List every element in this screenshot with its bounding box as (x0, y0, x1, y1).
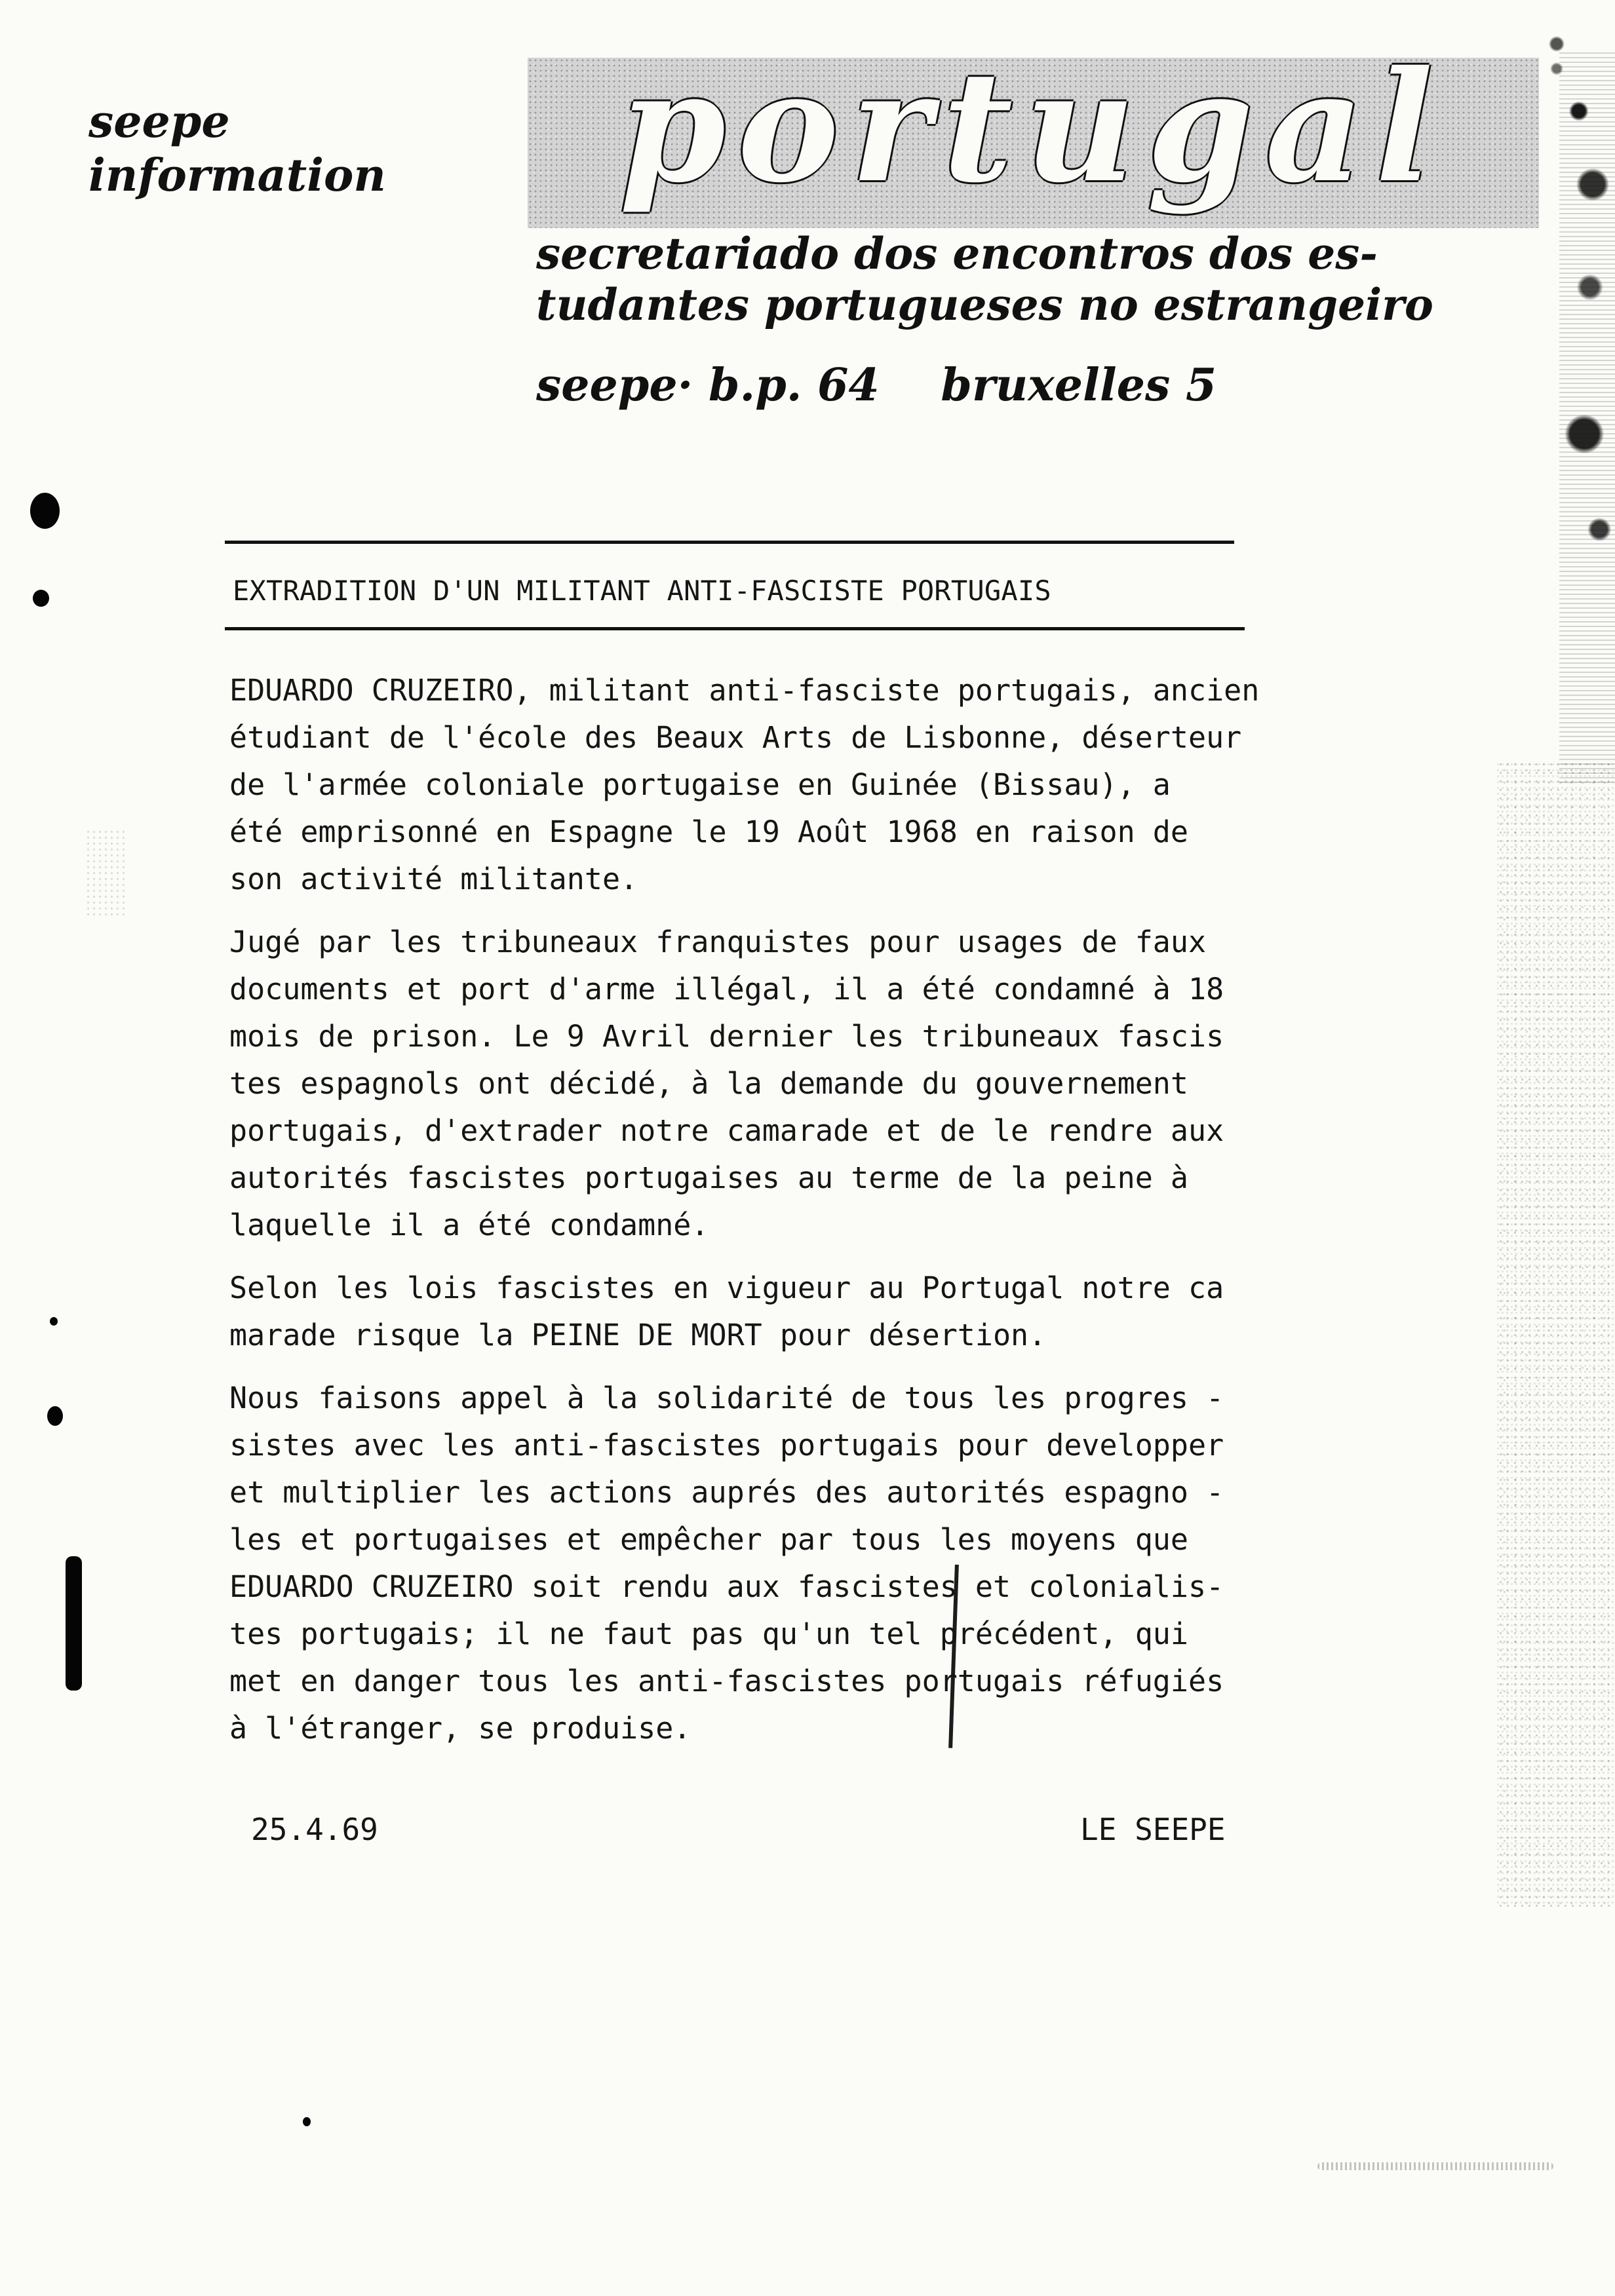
paragraph-line: autorités fascistes portugaises au terme de la peine à (229, 1160, 1188, 1195)
bottom-scan-line (1317, 2162, 1553, 2170)
document-signature: LE SEEPE (1080, 1812, 1226, 1847)
left-margin-bar-mark (66, 1556, 82, 1691)
document-date: 25.4.69 (251, 1812, 378, 1847)
small-ink-dot (50, 1317, 58, 1326)
paragraph-line: portugais, d'extrader notre camarade et de le rendre aux (229, 1113, 1224, 1148)
paragraph-line: et multiplier les actions auprés des autorités espagno - (229, 1475, 1224, 1510)
paragraph-line: Nous faisons appel à la solidarité de tous les progres - (229, 1381, 1224, 1415)
paragraph-line: documents et port d'arme illégal, il a été condamné à 18 (229, 972, 1224, 1006)
left-scan-speckles (85, 829, 125, 917)
paragraph-line: de l'armée coloniale portugaise en Guinée (Bissau), a (229, 767, 1171, 802)
top-right-scan-mark (1547, 26, 1566, 85)
paragraph-line: tes portugais; il ne faut pas qu'un tel précédent, qui (229, 1617, 1188, 1651)
paragraph-line: sistes avec les anti-fascistes portugais pour developper (229, 1428, 1224, 1463)
right-edge-scan-noise (1559, 52, 1615, 786)
binder-dot (47, 1406, 63, 1426)
paragraph-line: été emprisonné en Espagne le 19 Août 1968 en raison de (229, 814, 1188, 849)
small-binder-mark (33, 590, 49, 607)
postal-box: seepe· b.p. 64 (536, 359, 880, 411)
article-title-block (225, 541, 1245, 632)
postal-address (536, 359, 1296, 411)
paragraph-line: tes espagnols ont décidé, à la demande du gouvernement (229, 1066, 1188, 1101)
paragraph-line: met en danger tous les anti-fascistes portugais réfugiés (229, 1664, 1224, 1698)
punch-hole-mark (30, 493, 60, 529)
paragraph-line: Jugé par les tribuneaux franquistes pour usages de faux (229, 925, 1207, 959)
right-edge-dot-noise (1497, 760, 1615, 1907)
paragraph-1 (229, 667, 1383, 903)
seepe-information-heading (88, 95, 456, 233)
paragraph-line: son activité militante. (229, 862, 638, 896)
postal-city: bruxelles 5 (941, 359, 1217, 411)
organization-name (536, 228, 1539, 330)
paragraph-3 (229, 1265, 1383, 1359)
portugal-banner-word: portugal (619, 58, 1445, 216)
seepe-heading-line: seepe (88, 96, 230, 148)
paragraph-4 (229, 1375, 1383, 1752)
paragraph-line: à l'étranger, se produise. (229, 1711, 691, 1746)
information-heading-line: information (88, 149, 386, 202)
paragraph-line: EDUARDO CRUZEIRO soit rendu aux fascistes et colonialis- (229, 1569, 1224, 1604)
organization-line-1: secretariado dos encontros dos es- (536, 228, 1378, 279)
paragraph-line: mois de prison. Le 9 Avril dernier les tribuneaux fascis (229, 1019, 1224, 1054)
paragraph-line: laquelle il a été condamné. (229, 1208, 709, 1242)
paragraph-2 (229, 919, 1383, 1249)
paragraph-line: EDUARDO CRUZEIRO, militant anti-fasciste portugais, ancien (229, 673, 1260, 708)
title-bottom-rule (225, 627, 1245, 630)
paragraph-line: Selon les lois fascistes en vigueur au Portugal notre ca (229, 1271, 1224, 1305)
paragraph-line: étudiant de l'école des Beaux Arts de Lisbonne, déserteur (229, 720, 1242, 755)
title-top-rule (225, 541, 1234, 544)
bottom-ink-dot (303, 2117, 311, 2126)
organization-line-2: tudantes portugueses no estrangeiro (536, 279, 1433, 330)
article-body (229, 667, 1383, 1768)
portugal-banner (528, 58, 1539, 228)
paragraph-line: les et portugaises et empêcher par tous les moyens que (229, 1522, 1188, 1557)
paragraph-line: marade risque la PEINE DE MORT pour désertion. (229, 1318, 1047, 1352)
article-title: EXTRADITION D'UN MILITANT ANTI-FASCISTE PORTUGAIS (233, 575, 1051, 607)
